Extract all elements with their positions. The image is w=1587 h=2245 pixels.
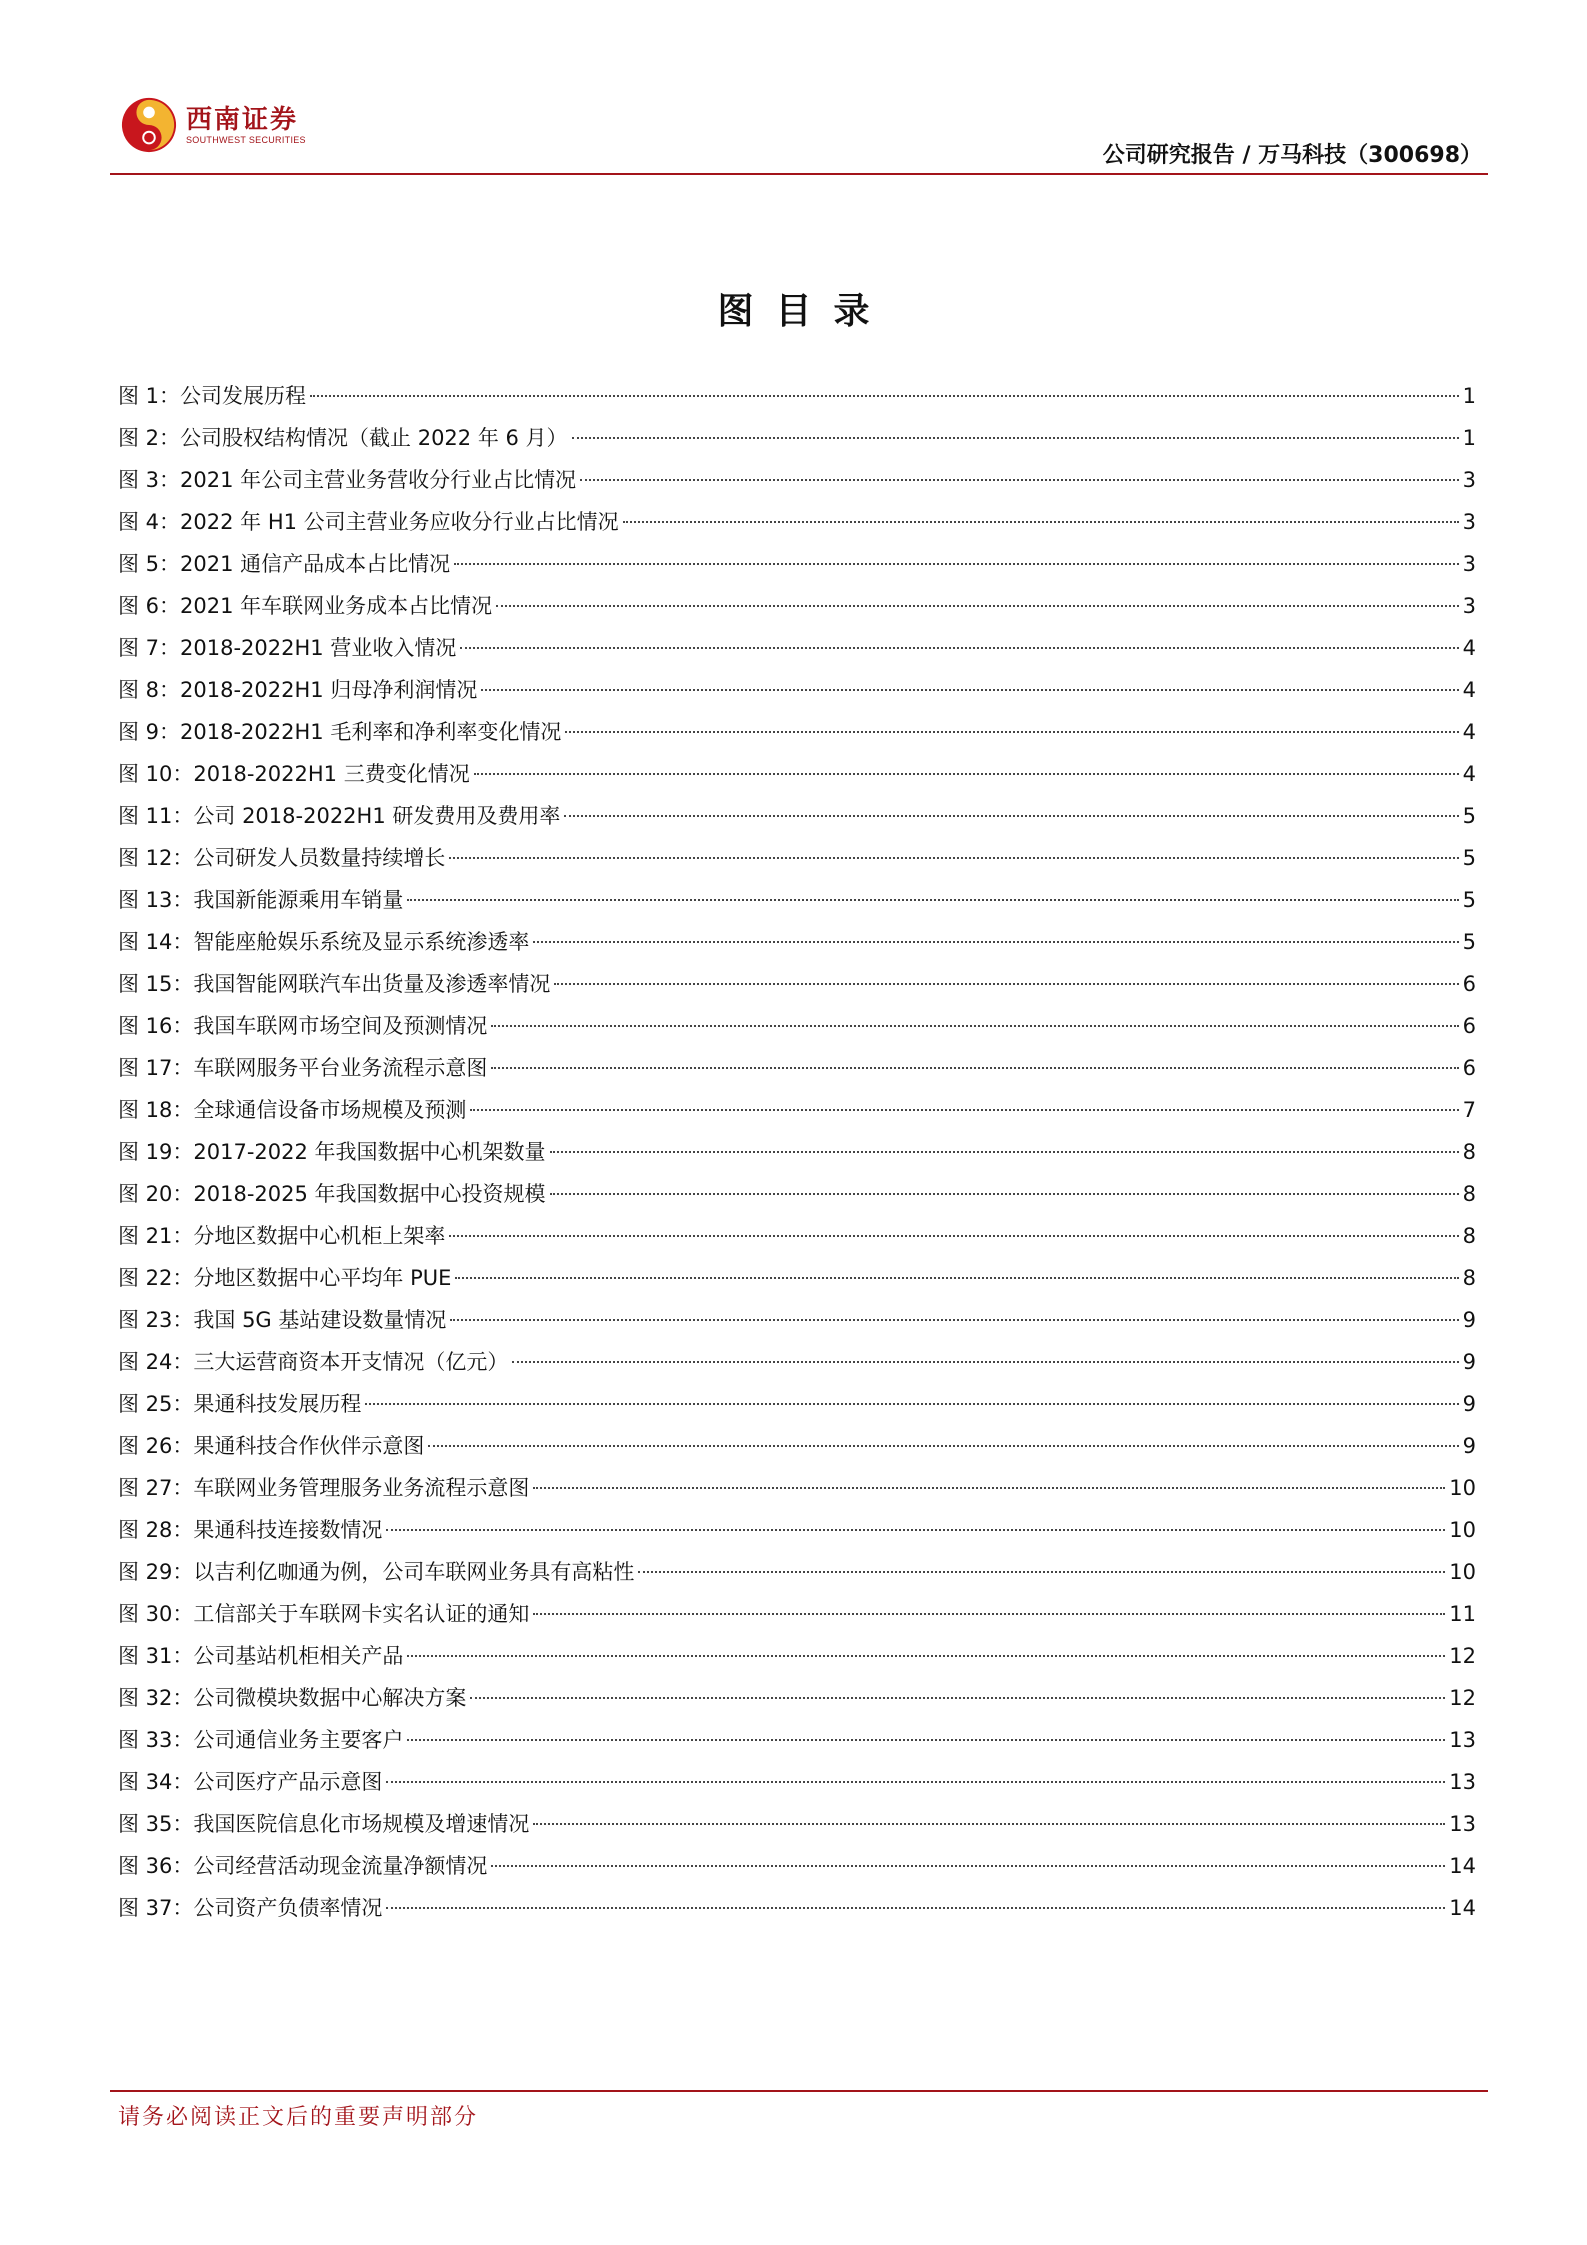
toc-entry[interactable]: [118, 417, 1476, 459]
toc-leader-dots: [407, 1739, 1445, 1741]
toc-entry-label[interactable]: 图 2：公司股权结构情况（截止 2022 年 6 月）: [118, 426, 568, 450]
toc-entry[interactable]: [118, 1803, 1476, 1845]
toc-entry-page-number[interactable]: 5: [1462, 804, 1476, 828]
toc-entry-label[interactable]: 图 28：果通科技连接数情况: [118, 1518, 383, 1542]
toc-entry-page-number[interactable]: 9: [1462, 1434, 1476, 1458]
toc-leader-dots: [491, 1025, 1458, 1027]
toc-entry-label[interactable]: 图 7：2018-2022H1 营业收入情况: [118, 636, 457, 660]
company-logo: [120, 96, 306, 154]
toc-entry-label[interactable]: 图 16：我国车联网市场空间及预测情况: [118, 1014, 488, 1038]
toc-entry-page-number[interactable]: 12: [1449, 1644, 1476, 1668]
toc-entry-label[interactable]: 图 35：我国医院信息化市场规模及增速情况: [118, 1812, 530, 1836]
toc-entry-page-number[interactable]: 3: [1462, 510, 1476, 534]
toc-entry-page-number[interactable]: 9: [1462, 1308, 1476, 1332]
toc-entry-label[interactable]: 图 25：果通科技发展历程: [118, 1392, 362, 1416]
toc-entry-label[interactable]: 图 3：2021 年公司主营业务营收分行业占比情况: [118, 468, 577, 492]
toc-entry-page-number[interactable]: 8: [1462, 1266, 1476, 1290]
toc-entry-page-number[interactable]: 14: [1449, 1854, 1476, 1878]
toc-entry[interactable]: [118, 1425, 1476, 1467]
toc-entry-label[interactable]: 图 8：2018-2022H1 归母净利润情况: [118, 678, 478, 702]
toc-entry[interactable]: [118, 1719, 1476, 1761]
toc-entry[interactable]: [118, 669, 1476, 711]
toc-entry-page-number[interactable]: 7: [1462, 1098, 1476, 1122]
toc-leader-dots: [386, 1907, 1445, 1909]
toc-entry-label[interactable]: 图 32：公司微模块数据中心解决方案: [118, 1686, 467, 1710]
toc-entry[interactable]: [118, 1761, 1476, 1803]
toc-entry-label[interactable]: 图 1：公司发展历程: [118, 384, 307, 408]
toc-entry-label[interactable]: 图 22：分地区数据中心平均年 PUE: [118, 1266, 452, 1290]
toc-entry-page-number[interactable]: 11: [1449, 1602, 1476, 1626]
report-header-title: 公司研究报告 / 万马科技（300698）: [1102, 143, 1482, 168]
toc-leader-dots: [550, 1151, 1459, 1153]
toc-entry-label[interactable]: 图 27：车联网业务管理服务业务流程示意图: [118, 1476, 530, 1500]
toc-entry[interactable]: [118, 711, 1476, 753]
toc-leader-dots: [533, 1613, 1445, 1615]
toc-leader-dots: [386, 1529, 1445, 1531]
toc-entry-page-number[interactable]: 10: [1449, 1518, 1476, 1542]
toc-leader-dots: [450, 1319, 1458, 1321]
toc-entry-label[interactable]: 图 11：公司 2018-2022H1 研发费用及费用率: [118, 804, 561, 828]
toc-leader-dots: [491, 1067, 1458, 1069]
toc-entry[interactable]: [118, 921, 1476, 963]
toc-entry[interactable]: [118, 1677, 1476, 1719]
toc-entry-page-number[interactable]: 1: [1462, 426, 1476, 450]
toc-leader-dots: [365, 1403, 1458, 1405]
toc-leader-dots: [533, 1823, 1445, 1825]
toc-entry-label[interactable]: 图 30：工信部关于车联网卡实名认证的通知: [118, 1602, 530, 1626]
page-title: 图目录: [717, 290, 892, 332]
toc-entry-page-number[interactable]: 8: [1462, 1182, 1476, 1206]
toc-entry[interactable]: [118, 1593, 1476, 1635]
toc-entry[interactable]: [118, 1131, 1476, 1173]
toc-entry-page-number[interactable]: 8: [1462, 1224, 1476, 1248]
toc-entry[interactable]: [118, 1089, 1476, 1131]
toc-leader-dots: [496, 605, 1458, 607]
toc-entry-page-number[interactable]: 5: [1462, 846, 1476, 870]
toc-entry[interactable]: [118, 627, 1476, 669]
toc-entry-label[interactable]: 图 5：2021 通信产品成本占比情况: [118, 552, 451, 576]
toc-leader-dots: [474, 773, 1459, 775]
toc-entry-page-number[interactable]: 8: [1462, 1140, 1476, 1164]
toc-leader-dots: [428, 1445, 1458, 1447]
footer-divider: [110, 2090, 1488, 2092]
toc-leader-dots: [454, 563, 1458, 565]
logo-chinese-name: 西南证券: [186, 105, 299, 135]
toc-entry[interactable]: [118, 1845, 1476, 1887]
toc-leader-dots: [554, 983, 1458, 985]
toc-entry-page-number[interactable]: 14: [1449, 1896, 1476, 1920]
toc-entry[interactable]: [118, 753, 1476, 795]
toc-entry-page-number[interactable]: 5: [1462, 930, 1476, 954]
footer-disclaimer: 请务必阅读正文后的重要声明部分: [118, 2105, 479, 2130]
toc-leader-dots: [449, 1235, 1458, 1237]
toc-entry-page-number[interactable]: 6: [1462, 1056, 1476, 1080]
toc-entry-label[interactable]: 图 33：公司通信业务主要客户: [118, 1728, 404, 1752]
toc-leader-dots: [491, 1865, 1445, 1867]
toc-entry-label[interactable]: 图 12：公司研发人员数量持续增长: [118, 846, 446, 870]
toc-entry[interactable]: [118, 837, 1476, 879]
toc-leader-dots: [407, 1655, 1445, 1657]
toc-leader-dots: [638, 1571, 1445, 1573]
toc-entry[interactable]: [118, 501, 1476, 543]
toc-entry[interactable]: [118, 795, 1476, 837]
toc-leader-dots: [455, 1277, 1458, 1279]
toc-entry[interactable]: [118, 1887, 1476, 1929]
toc-entry-page-number[interactable]: 10: [1449, 1476, 1476, 1500]
toc-entry[interactable]: [118, 1467, 1476, 1509]
toc-entry-page-number[interactable]: 3: [1462, 594, 1476, 618]
toc-leader-dots: [580, 479, 1458, 481]
toc-entry-page-number[interactable]: 12: [1449, 1686, 1476, 1710]
toc-entry-page-number[interactable]: 3: [1462, 552, 1476, 576]
toc-entry[interactable]: [118, 543, 1476, 585]
toc-entry[interactable]: [118, 1551, 1476, 1593]
toc-leader-dots: [481, 689, 1458, 691]
toc-entry-label[interactable]: 图 15：我国智能网联汽车出货量及渗透率情况: [118, 972, 551, 996]
toc-entry-page-number[interactable]: 10: [1449, 1560, 1476, 1584]
toc-entry-label[interactable]: 图 31：公司基站机柜相关产品: [118, 1644, 404, 1668]
toc-entry-page-number[interactable]: 13: [1449, 1770, 1476, 1794]
toc-entry-label[interactable]: 图 24：三大运营商资本开支情况（亿元）: [118, 1350, 509, 1374]
toc-entry-page-number[interactable]: 4: [1462, 762, 1476, 786]
toc-leader-dots: [533, 941, 1458, 943]
toc-leader-dots: [533, 1487, 1445, 1489]
toc-entry-page-number[interactable]: 5: [1462, 888, 1476, 912]
toc-entry[interactable]: [118, 1635, 1476, 1677]
toc-entry-label[interactable]: 图 26：果通科技合作伙伴示意图: [118, 1434, 425, 1458]
toc-leader-dots: [512, 1361, 1458, 1363]
toc-entry-page-number[interactable]: 6: [1462, 972, 1476, 996]
toc-entry-label[interactable]: 图 34：公司医疗产品示意图: [118, 1770, 383, 1794]
toc-entry-label[interactable]: 图 36：公司经营活动现金流量净额情况: [118, 1854, 488, 1878]
toc-entry-label[interactable]: 图 18：全球通信设备市场规模及预测: [118, 1098, 467, 1122]
header-divider: [110, 173, 1488, 175]
toc-entry-label[interactable]: 图 20：2018-2025 年我国数据中心投资规模: [118, 1182, 546, 1206]
toc-leader-dots: [407, 899, 1458, 901]
toc-leader-dots: [550, 1193, 1459, 1195]
toc-entry[interactable]: [118, 1005, 1476, 1047]
toc-leader-dots: [470, 1109, 1458, 1111]
toc-entry-label[interactable]: 图 6：2021 年车联网业务成本占比情况: [118, 594, 493, 618]
southwest-securities-logo-icon: [120, 96, 178, 154]
toc-leader-dots: [310, 395, 1459, 397]
toc-entry-page-number[interactable]: 1: [1462, 384, 1476, 408]
toc-entry-label[interactable]: 图 21：分地区数据中心机柜上架率: [118, 1224, 446, 1248]
toc-entry[interactable]: [118, 375, 1476, 417]
logo-english-name: SOUTHWEST SECURITIES: [186, 135, 306, 145]
toc-entry-page-number[interactable]: 3: [1462, 468, 1476, 492]
toc-entry-page-number[interactable]: 4: [1462, 636, 1476, 660]
toc-entry[interactable]: [118, 1509, 1476, 1551]
toc-entry[interactable]: [118, 1047, 1476, 1089]
toc-entry-label[interactable]: 图 29：以吉利亿咖通为例，公司车联网业务具有高粘性: [118, 1560, 635, 1584]
toc-leader-dots: [386, 1781, 1445, 1783]
toc-entry-page-number[interactable]: 6: [1462, 1014, 1476, 1038]
toc-entry-page-number[interactable]: 4: [1462, 720, 1476, 744]
figure-table-of-contents: [118, 375, 1476, 1929]
toc-entry[interactable]: [118, 585, 1476, 627]
toc-entry[interactable]: [118, 1341, 1476, 1383]
toc-entry-page-number[interactable]: 13: [1449, 1728, 1476, 1752]
toc-entry[interactable]: [118, 459, 1476, 501]
toc-leader-dots: [623, 521, 1459, 523]
toc-entry-label[interactable]: 图 37：公司资产负债率情况: [118, 1896, 383, 1920]
toc-leader-dots: [449, 857, 1458, 859]
toc-entry-label[interactable]: 图 23：我国 5G 基站建设数量情况: [118, 1308, 447, 1332]
toc-leader-dots: [460, 647, 1458, 649]
toc-entry[interactable]: [118, 1215, 1476, 1257]
toc-leader-dots: [470, 1697, 1445, 1699]
toc-entry-page-number[interactable]: 13: [1449, 1812, 1476, 1836]
toc-leader-dots: [565, 731, 1458, 733]
toc-entry[interactable]: [118, 1173, 1476, 1215]
toc-entry[interactable]: [118, 1299, 1476, 1341]
toc-entry[interactable]: [118, 1257, 1476, 1299]
toc-leader-dots: [564, 815, 1458, 817]
toc-entry-page-number[interactable]: 9: [1462, 1350, 1476, 1374]
toc-leader-dots: [572, 437, 1459, 439]
toc-entry-label[interactable]: 图 19：2017-2022 年我国数据中心机架数量: [118, 1140, 546, 1164]
toc-entry[interactable]: [118, 963, 1476, 1005]
toc-entry[interactable]: [118, 879, 1476, 921]
toc-entry-label[interactable]: 图 13：我国新能源乘用车销量: [118, 888, 404, 912]
toc-entry-page-number[interactable]: 4: [1462, 678, 1476, 702]
toc-entry-label[interactable]: 图 4：2022 年 H1 公司主营业务应收分行业占比情况: [118, 510, 619, 534]
toc-entry[interactable]: [118, 1383, 1476, 1425]
toc-entry-page-number[interactable]: 9: [1462, 1392, 1476, 1416]
toc-entry-label[interactable]: 图 14：智能座舱娱乐系统及显示系统渗透率: [118, 930, 530, 954]
toc-entry-label[interactable]: 图 10：2018-2022H1 三费变化情况: [118, 762, 470, 786]
toc-entry-label[interactable]: 图 17：车联网服务平台业务流程示意图: [118, 1056, 488, 1080]
toc-entry-label[interactable]: 图 9：2018-2022H1 毛利率和净利率变化情况: [118, 720, 562, 744]
